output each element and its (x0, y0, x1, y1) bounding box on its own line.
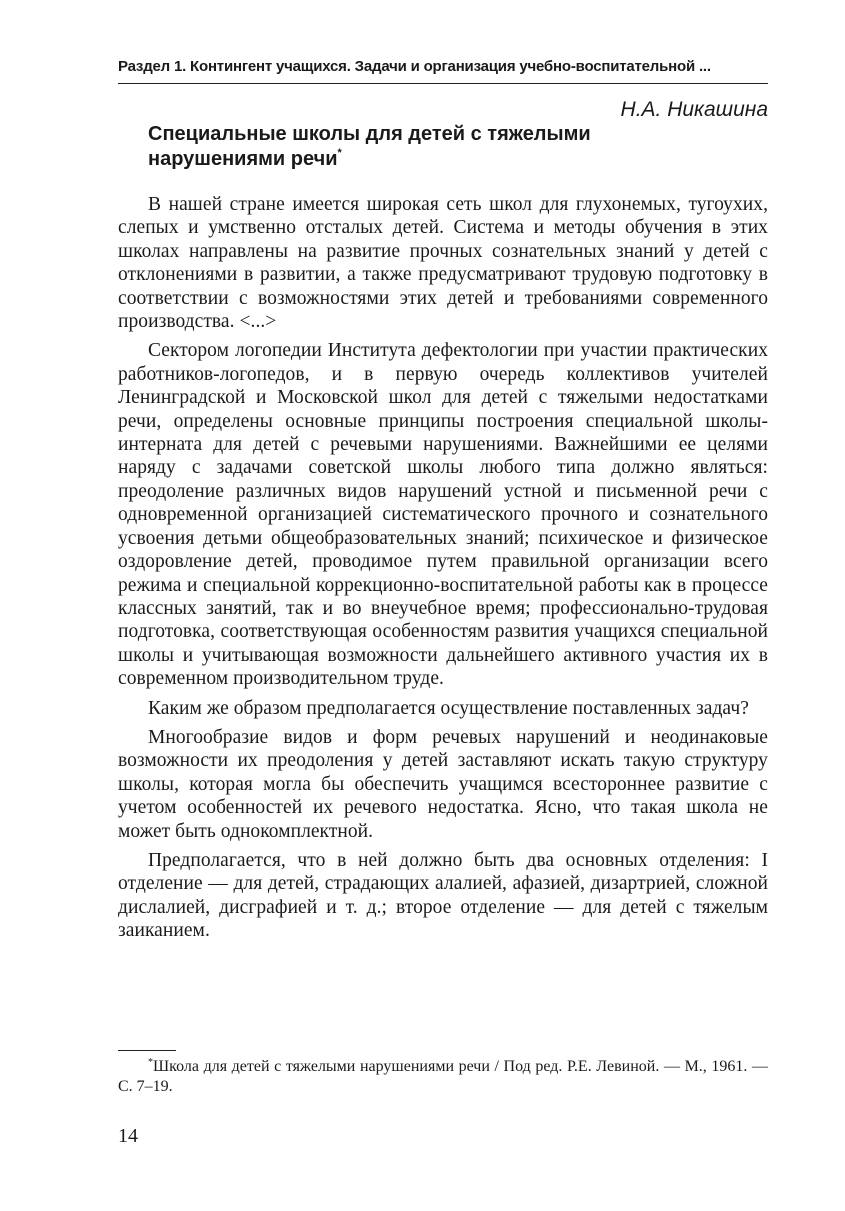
article-body (118, 193, 768, 949)
title-footnote-marker: * (337, 147, 342, 159)
article-title-text: Специальные школы для детей с тяжелыми нарушениями речи (148, 123, 591, 170)
document-page (118, 0, 768, 1211)
footnote (118, 1057, 768, 1097)
author-name: Н.А. Никашина (620, 98, 768, 121)
running-head: Раздел 1. Контингент учащихся. Задачи и организация учебно-воспитательной ... (118, 58, 711, 75)
article-title (148, 122, 668, 172)
page-number: 14 (118, 1125, 138, 1147)
body-paragraph: Сектором логопедии Института дефектологии при участии практических работников-логопедов, и в первую очередь коллективов учителей Ленинградской и Московской школ для детей с тяжелыми недостатками речи, определены основные принципы построения специальной школы-интерната для детей с речевыми нарушениями. Важнейшими ее целями наряду с задачами советской школы любого типа должно являться: преодоление различных видов нарушений устной и письменной речи с одновременной организацией систематического прочного и сознательного усвоения детьми общеобразовательных знаний; психическое и физическое оздоровление детей, проводимое путем правильной организации всего режима и специальной коррекционно-воспитательной работы как в процессе классных занятий, так и во внеучебное время; профессионально-трудовая подготовка, соответствующая особенностям развития учащихся специальной школы и учитывающая возможности дальнейшего активного участия их в современном производительном труде. (118, 340, 768, 690)
footnote-marker: * (148, 1057, 153, 1068)
body-paragraph: Многообразие видов и форм речевых нарушений и неодинаковые возможности их преодоления у детей заставляют искать такую структуру школы, которая могла бы обеспечить учащимся всестороннее развитие с учетом особенностей их речевого недостатка. Ясно, что такая школа не может быть однокомплектной. (118, 726, 768, 842)
body-paragraph: В нашей стране имеется широкая сеть школ для глухонемых, тугоухих, слепых и умственно отсталых детей. Система и методы обучения в этих школах направлены на развитие прочных сознательных знаний у детей с отклонениями в развитии, а также предусматривают трудовую подготовку в соответствии с возможностями этих детей и требованиями современного производства. <...> (118, 194, 768, 333)
footnote-divider (118, 1050, 176, 1051)
header-divider (118, 83, 768, 84)
footnote-text: Школа для детей с тяжелыми нарушениями речи / Под ред. Р.Е. Левиной. — М., 1961. — С. 7–19. (118, 1058, 768, 1095)
body-paragraph: Предполагается, что в ней должно быть два основных отделения: I отделение — для детей, страдающих алалией, афазией, дизартрией, сложной дислалией, дисграфией и т. д.; второе отделение — для детей с тяжелым заиканием. (118, 849, 768, 942)
body-paragraph: Каким же образом предполагается осуществление поставленных задач? (148, 697, 749, 719)
